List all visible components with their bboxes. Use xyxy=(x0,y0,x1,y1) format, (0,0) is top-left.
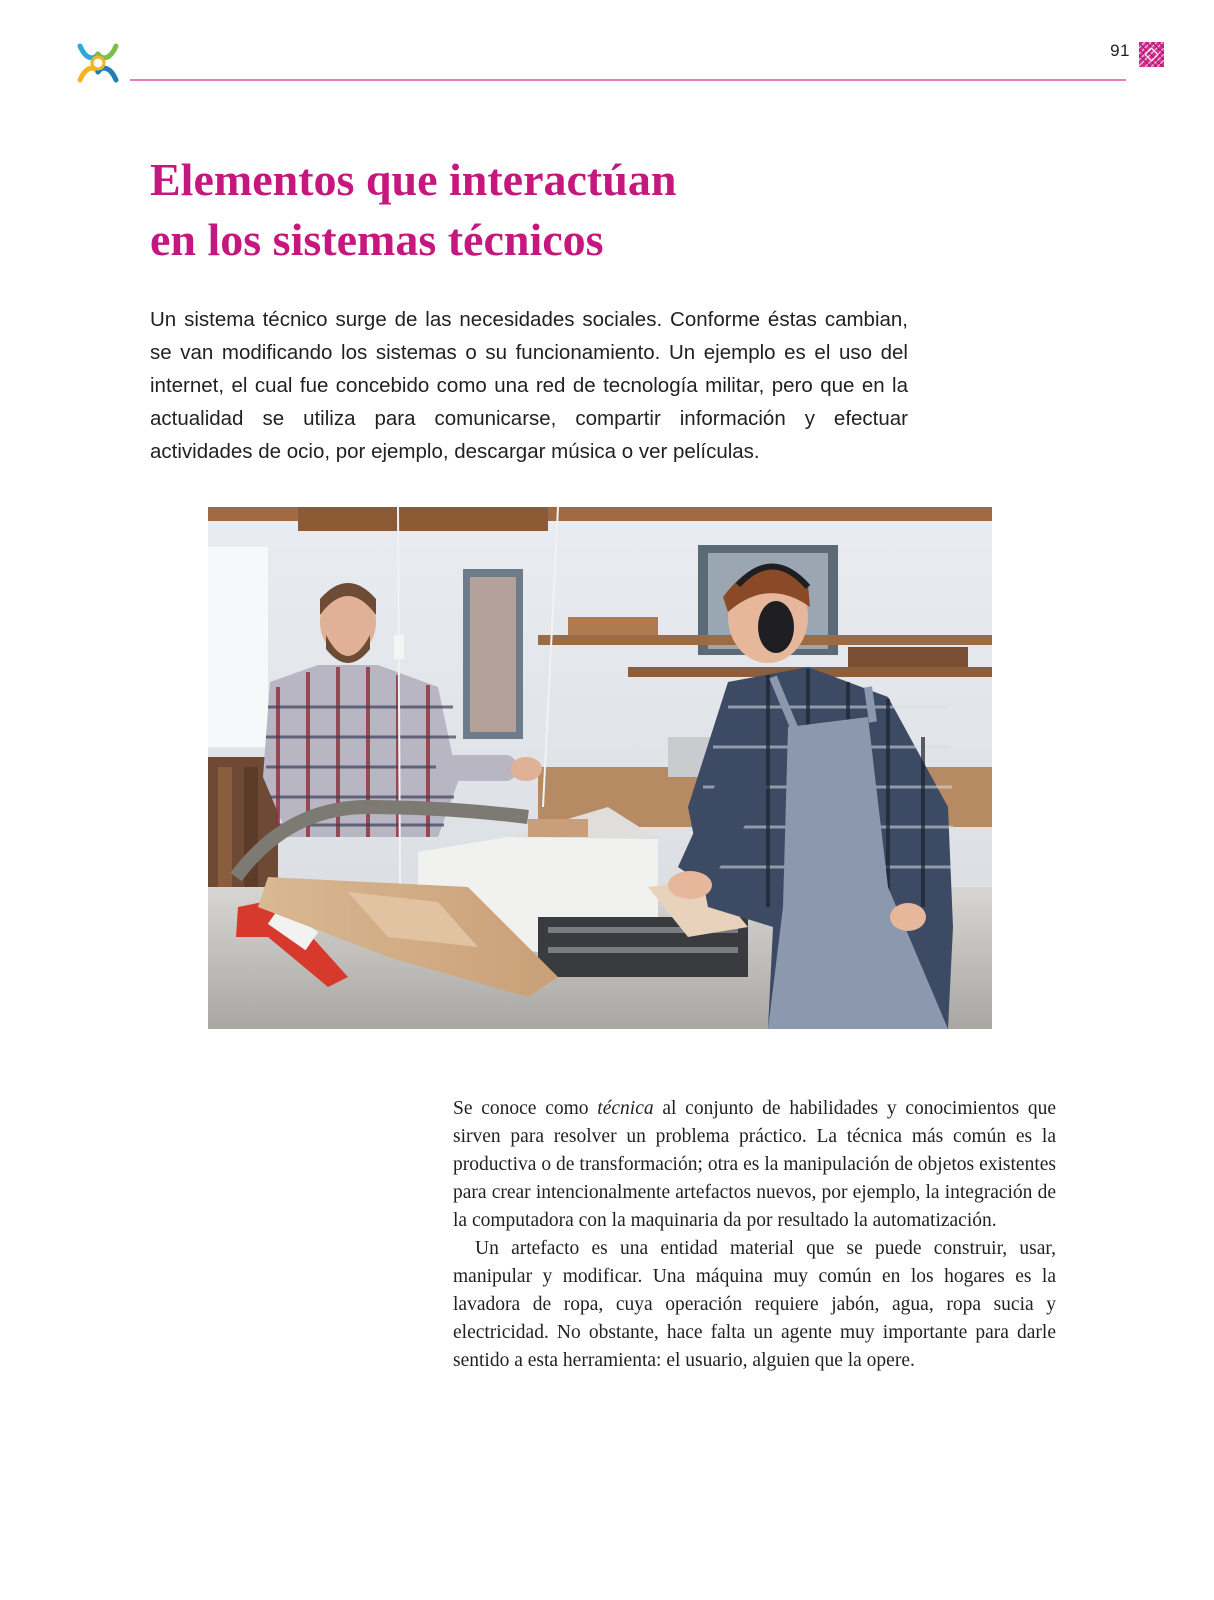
body-paragraph-1-rest: al conjunto de habilidades y conocimientos que sirven para resolver un problema práctico. La técnica más común es la productiva o de transformación; otra es la manipulación de objetos existentes para crear intencionalmente artefactos nuevos, por ejemplo, la integración de la computadora con la maquinaria da por resultado la automatización. xyxy=(453,1098,1057,1231)
magenta-woven-square-icon xyxy=(1139,42,1164,67)
four-arc-knot-logo-icon xyxy=(74,38,122,86)
body-paragraph-1 xyxy=(453,1095,1056,1235)
body-paragraph-2: Un artefacto es una entidad material que se puede construir, usar, manipular y modificar. Una máquina muy común en los hogares es la lavadora de ropa, cuya operación requiere jabón, agua, ropa sucia y electricidad. No obstante, hace falta un agente muy importante para darle sentido a esta herramienta: el usuario, alguien que la opere. xyxy=(453,1238,1056,1371)
workshop-photo xyxy=(208,507,992,1029)
page-title-line-1: Elementos que interactúan xyxy=(150,154,677,205)
header-rule xyxy=(130,79,1126,81)
page-title-line-2: en los sistemas técnicos xyxy=(150,214,604,265)
page-title xyxy=(150,150,950,270)
page-number: 91 xyxy=(1110,41,1130,60)
term-tecnica: técnica xyxy=(597,1098,654,1119)
body-text xyxy=(453,1095,1056,1375)
intro-paragraph: Un sistema técnico surge de las necesidades sociales. Conforme éstas cambian, se van modificando los sistemas o su funcionamiento. Un ejemplo es el uso del internet, el cual fue concebido como una red de tecnología militar, pero que en la actualidad se utiliza para comunicarse, compartir información y efectuar actividades de ocio, por ejemplo, descargar música o ver películas. xyxy=(150,308,908,463)
carpenters-photo-illustration xyxy=(208,507,992,1029)
body-paragraph-1-lead: Se conoce como xyxy=(453,1098,598,1119)
